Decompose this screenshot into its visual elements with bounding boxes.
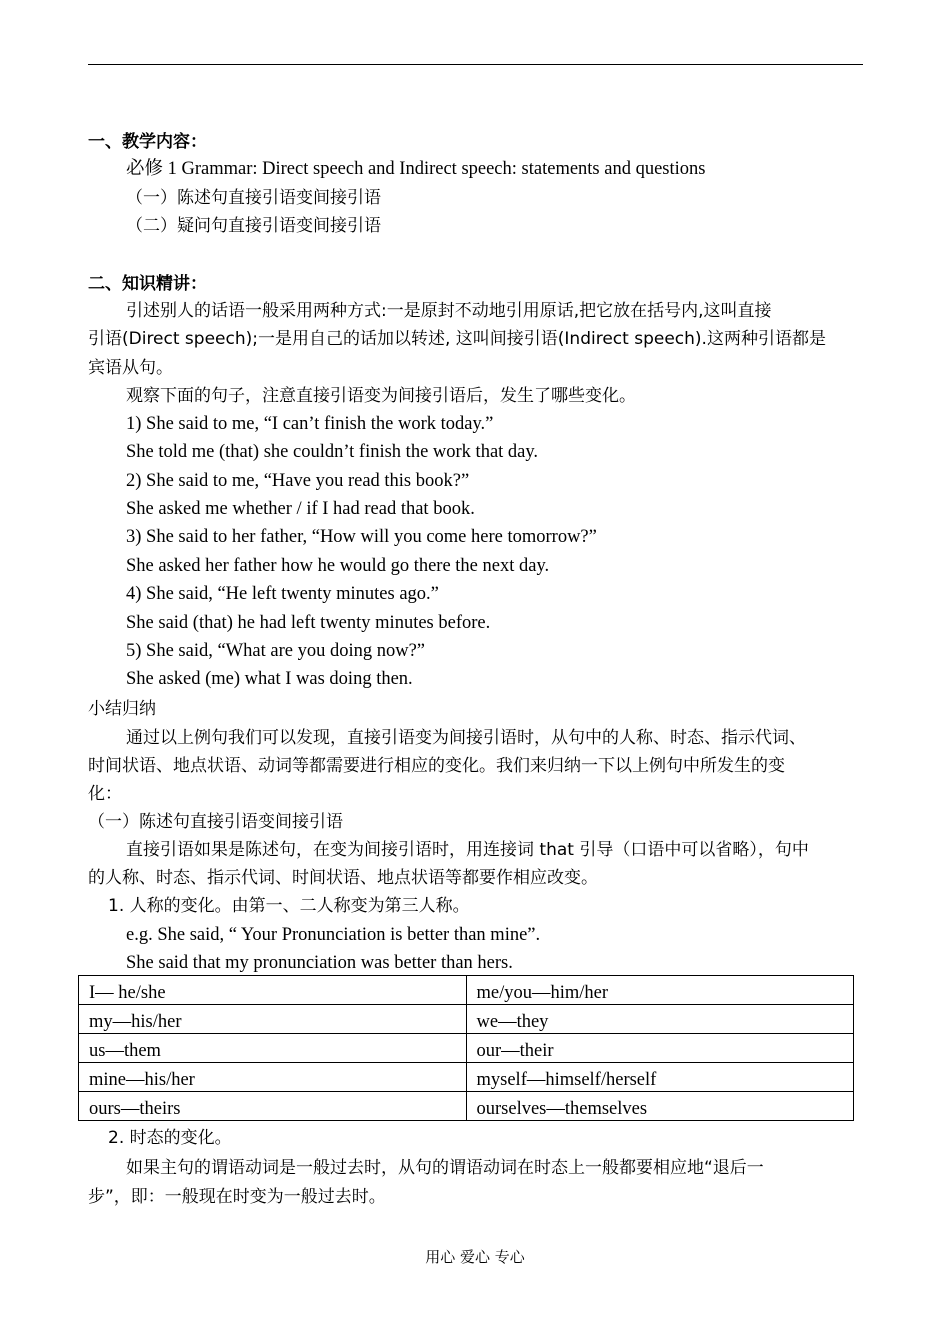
tense-line-2: 步”，即：一般现在时变为一般过去时。 [88, 1187, 386, 1207]
table-cell: we—they [466, 1005, 854, 1034]
example-line: 2) She said to me, “Have you read this book?” [126, 471, 470, 491]
example-line: 5) She said, “What are you doing now?” [126, 641, 425, 661]
section1-heading: 一、教学内容： [88, 132, 207, 152]
example-line: 4) She said, “He left twenty minutes ago.” [126, 584, 439, 604]
table-row [79, 1034, 854, 1063]
example-line: She told me (that) she couldn’t finish the work that day. [126, 442, 539, 462]
summary-line-1: 通过以上例句我们可以发现，直接引语变为间接引语时，从句中的人称、时态、指示代词、 [126, 728, 806, 748]
table-row [79, 1005, 854, 1034]
point-1: 1. 人称的变化。由第一、二人称变为第三人称。 [108, 896, 470, 916]
header-rule [88, 64, 863, 65]
observe-line: 观察下面的句子，注意直接引语变为间接引语后，发生了哪些变化。 [126, 386, 636, 406]
table-row [79, 976, 854, 1005]
example-line: She asked (me) what I was doing then. [126, 669, 413, 689]
course-line: 必修 1 Grammar: Direct speech and Indirect speech: statements and questions [126, 159, 706, 179]
table-cell: myself—himself/herself [466, 1063, 854, 1092]
point-2: 2. 时态的变化。 [108, 1128, 232, 1148]
tense-line-1: 如果主句的谓语动词是一般过去时，从句的谓语动词在时态上一般都要相应地“退后一 [126, 1158, 764, 1178]
table-row [79, 1092, 854, 1121]
pronoun-table [78, 975, 854, 1121]
subsection1-title: （一）陈述句直接引语变间接引语 [88, 812, 343, 832]
example-line: She said (that) he had left twenty minutes before. [126, 613, 491, 633]
summary-line-2: 时间状语、地点状语、动词等都需要进行相应的变化。我们来归纳一下以上例句中所发生的变 [88, 756, 785, 776]
table-cell: our—their [466, 1034, 854, 1063]
example-line: She asked her father how he would go there the next day. [126, 556, 550, 576]
content-item-1: （一）陈述句直接引语变间接引语 [126, 188, 381, 208]
table-cell: I— he/she [79, 976, 467, 1005]
example-line: 3) She said to her father, “How will you come here tomorrow?” [126, 527, 597, 547]
example-eg-1: e.g. She said, “ Your Pronunciation is better than mine”. [126, 925, 541, 945]
example-line: 1) She said to me, “I can’t finish the work today.” [126, 414, 494, 434]
example-line: She asked me whether / if I had read that book. [126, 499, 475, 519]
subsection1-line-2: 的人称、时态、指示代词、时间状语、地点状语等都要作相应改变。 [88, 868, 598, 888]
section2-heading: 二、知识精讲： [88, 274, 207, 294]
summary-title: 小结归纳 [88, 699, 156, 719]
intro-line-2: 引语(Direct speech);一是用自己的话加以转述, 这叫间接引语(Indirect speech).这两种引语都是 [88, 329, 826, 349]
intro-line-3: 宾语从句。 [88, 358, 173, 378]
intro-line-1: 引述别人的话语一般采用两种方式:一是原封不动地引用原话,把它放在括号内,这叫直接 [126, 301, 772, 321]
summary-line-3: 化： [88, 784, 122, 804]
page-footer: 用心 爱心 专心 [425, 1248, 525, 1266]
example-eg-2: She said that my pronunciation was better than hers. [126, 953, 513, 973]
table-cell: my—his/her [79, 1005, 467, 1034]
subsection1-line-1: 直接引语如果是陈述句，在变为间接引语时，用连接词 that 引导（口语中可以省略），句中 [126, 840, 809, 860]
table-cell: mine—his/her [79, 1063, 467, 1092]
table-cell: us—them [79, 1034, 467, 1063]
table-cell: me/you—him/her [466, 976, 854, 1005]
table-row [79, 1063, 854, 1092]
table-cell: ours—theirs [79, 1092, 467, 1121]
content-item-2: （二）疑问句直接引语变间接引语 [126, 216, 381, 236]
table-cell: ourselves—themselves [466, 1092, 854, 1121]
